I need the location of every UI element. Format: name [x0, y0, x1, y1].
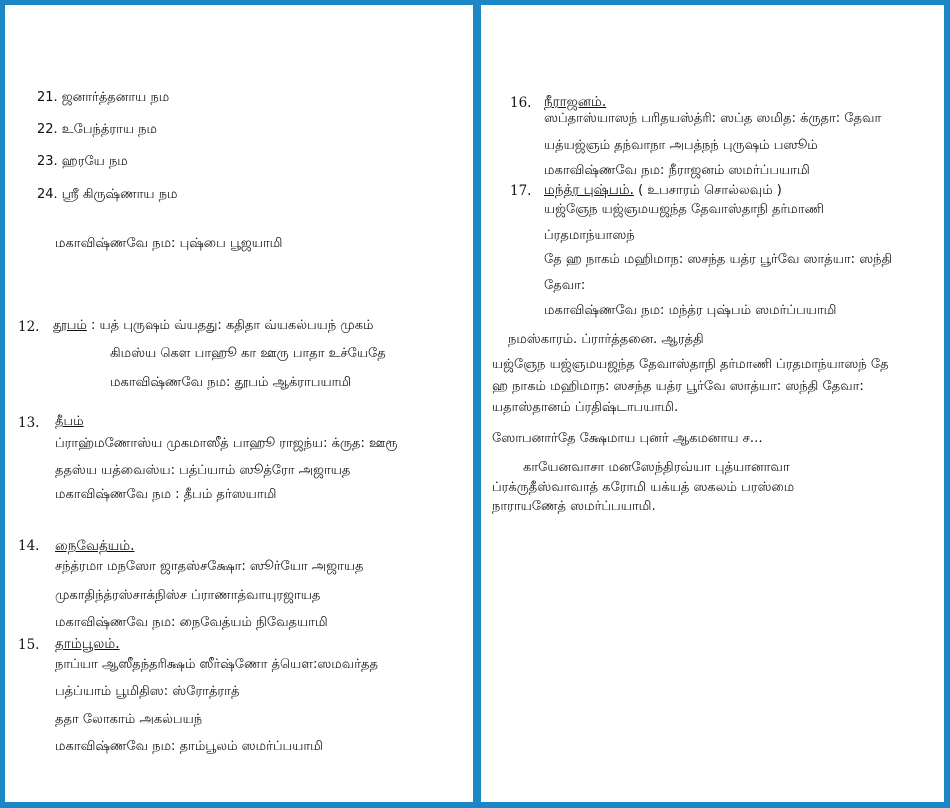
section-15-line-2: பத்ப்யாம் பூமிதிஸ: ஸ்ரோத்ராத்: [55, 684, 240, 699]
name-24: 24. ஸ்ரீ கிருஷ்ணாய நம: [37, 187, 178, 202]
name-23: 23. ஹரயே நம: [37, 154, 128, 169]
section-17-line-4: தேவா:: [544, 278, 586, 293]
section-12-number: 12.: [18, 319, 40, 335]
section-12-line-1: : யத் புருஷம் வ்யதது: கதிதா வ்யகல்பயந் முகம்: [86, 318, 374, 333]
section-17-number: 17.: [510, 183, 532, 199]
section-17-line-2: ப்ரதமாந்யாஸந்: [544, 228, 635, 243]
section-17-line-3: தே ஹ நாகம் மஹிமாந: ஸசந்த யத்ர பூர்வே ஸாத்யா: ஸந்தி: [544, 252, 893, 267]
section-12-line-3: மகாவிஷ்ணவே நம: தூபம் ஆக்ராபயாமி: [110, 375, 352, 390]
final-verse-line-1: காயேனவாசா மனஸேந்திரவ்யா புத்யானாவா: [523, 460, 790, 475]
section-14-title: நைவேத்யம்.: [55, 538, 135, 554]
left-page: [5, 5, 473, 802]
section-13-title: தீபம்: [55, 414, 84, 429]
section-16-line-3: மகாவிஷ்ணவே நம: நீராஜனம் ஸமர்ப்பயாமி: [544, 163, 810, 178]
section-16-line-1: ஸப்தாஸ்யாஸந் பரிதயஸ்த்ரி: ஸப்த ஸமித: க்ருதா: தேவா: [544, 111, 882, 126]
section-14-line-3: மகாவிஷ்ணவே நம: நைவேத்யம் நிவேதயாமி: [55, 615, 328, 630]
section-15-line-4: மகாவிஷ்ணவே நம: தாம்பூலம் ஸமர்ப்பயாமி: [55, 739, 323, 754]
name-22: 22. உபேந்த்ராய நம: [37, 122, 157, 137]
section-15-line-1: நாப்யா ஆஸீதந்தரிக்ஷம் ஸீர்ஷ்ணோ த்யௌ:ஸமவர்தத: [55, 657, 378, 672]
section-17-note: ( உபசாரம் சொல்லவும் ): [633, 183, 782, 198]
section-13-line-3: மகாவிஷ்ணவே நம : தீபம் தர்ஸயாமி: [55, 487, 277, 502]
section-17-heading: [544, 182, 782, 199]
section-12-heading: [53, 318, 374, 334]
section-17-line-5: மகாவிஷ்ணவே நம: மந்த்ர புஷ்பம் ஸமர்ப்பயாமி: [544, 303, 837, 318]
section-14-line-1: சந்த்ரமா மநஸோ ஜாதஸ்சக்ஷோ: ஸூர்யோ அஜாயத: [55, 559, 364, 574]
pushpa-pooja-line: மகாவிஷ்ணவே நம: புஷ்பை பூஜயாமி: [55, 236, 283, 251]
name-21: 21. ஜனார்த்தனாய நம: [37, 90, 170, 105]
section-17-title: மந்த்ர புஷ்பம்.: [544, 182, 634, 198]
sobhana-line: ஸோபனார்தே க்ஷேமாய புனர் ஆகமனாய ச…: [492, 431, 763, 446]
closing-para-line-3: யதாஸ்தானம் ப்ரதிஷ்டாபயாமி.: [492, 400, 679, 415]
section-13-number: 13.: [18, 415, 40, 431]
section-14-number: 14.: [18, 538, 40, 554]
section-15-number: 15.: [18, 637, 40, 653]
section-14-line-2: முகாதிந்த்ரஸ்சாக்நிஸ்ச ப்ராணாத்வாயுரஜாயத: [55, 588, 321, 603]
final-verse-line-3: நாராயணேத் ஸமர்ப்பயாமி.: [492, 499, 656, 514]
section-16-number: 16.: [510, 95, 532, 111]
section-16-line-2: யத்யஜ்ஞம் தந்வாநா அபத்நந் புருஷம் பஸூம்: [544, 138, 818, 153]
section-13-line-1: ப்ராஹ்மணோஸ்ய முகமாஸீத் பாஹூ ராஜந்ய: க்ருத: ஊரூ: [55, 436, 398, 451]
section-17-line-1: யஜ்ஞேந யஜ்ஞமயஜந்த தேவாஸ்தாநி தர்மாணி: [544, 202, 824, 217]
section-16-title: நீராஜனம்.: [544, 94, 607, 110]
section-15-line-3: ததா லோகாம் அகல்பயந்: [55, 712, 203, 727]
right-page: [481, 5, 944, 802]
closing-para-line-1: யஜ்ஞேந யஜ்ஞமயஜந்த தேவாஸ்தாநி தர்மாணி ப்ரதமாந்யாஸந் தே: [492, 357, 889, 372]
namaskaram-line: நமஸ்காரம். ப்ரார்த்தனை. ஆரத்தி: [508, 332, 704, 347]
section-12-title: தூபம்: [53, 318, 87, 333]
final-verse-line-2: ப்ரக்ருதீஸ்வாவாத் கரோமி யக்யத் ஸகலம் பரஸ்மை: [492, 480, 795, 495]
section-12-line-2: கிமஸ்ய கெள பாஹூ கா ஊரு பாதா உச்யேதே: [110, 346, 386, 361]
section-15-title: தாம்பூலம்.: [55, 636, 120, 652]
closing-para-line-2: ஹ நாகம் மஹிமாந: ஸசந்த யத்ர பூர்வே ஸாத்யா: ஸந்தி தேவா:: [492, 379, 864, 394]
section-13-line-2: ததஸ்ய யத்வைஸ்ய: பத்ப்யாம் ஸூத்ரோ அஜாயத: [55, 463, 351, 478]
